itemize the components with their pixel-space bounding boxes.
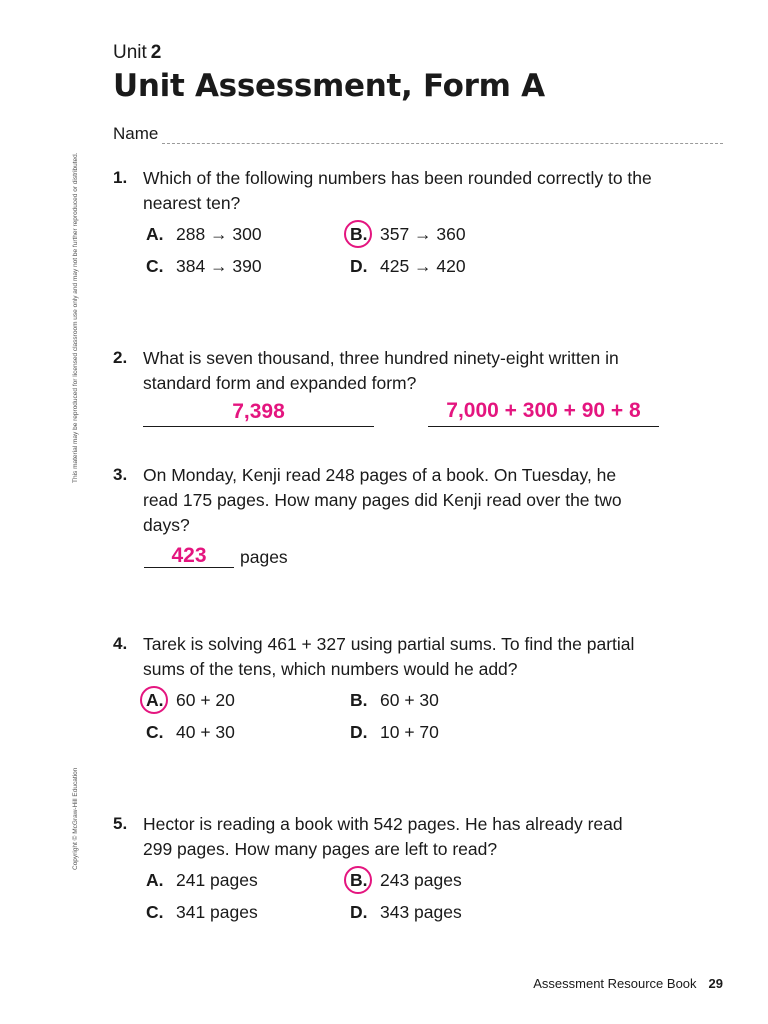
name-label: Name bbox=[113, 124, 159, 143]
q1-option-d[interactable] bbox=[350, 256, 466, 277]
option-letter: D. bbox=[350, 902, 368, 922]
q1-option-b[interactable] bbox=[350, 224, 466, 245]
copyright-note: Copyright © McGraw-Hill Education bbox=[72, 767, 79, 870]
option-letter: A. bbox=[146, 870, 164, 890]
question-4-number: 4. bbox=[113, 634, 128, 653]
option-text: 243 pages bbox=[380, 870, 462, 890]
option-letter: A. bbox=[146, 224, 164, 244]
q4-option-d[interactable] bbox=[350, 722, 439, 743]
question-5-number: 5. bbox=[113, 814, 128, 833]
name-line[interactable] bbox=[162, 125, 723, 144]
option-letter: D. bbox=[350, 722, 368, 742]
q4-option-a[interactable] bbox=[146, 690, 235, 711]
standard-form-answer[interactable]: 7,398 bbox=[143, 400, 374, 427]
option-text: 343 pages bbox=[380, 902, 462, 922]
option-text: 341 pages bbox=[176, 902, 258, 922]
question-3-text: On Monday, Kenji read 248 pages of a book. On Tuesday, he read 175 pages. How many pages did Kenji read over the two days? bbox=[143, 465, 622, 535]
q4-option-c[interactable] bbox=[146, 722, 235, 743]
q5-option-d[interactable] bbox=[350, 902, 462, 923]
page-number: 29 bbox=[708, 976, 723, 991]
q1-option-c[interactable] bbox=[146, 256, 262, 277]
option-text: 60 + 20 bbox=[176, 690, 235, 710]
option-text: 425 → 420 bbox=[380, 256, 466, 276]
question-4-text: Tarek is solving 461 + 327 using partial sums. To find the partial sums of the tens, which numbers would he add? bbox=[143, 634, 635, 679]
option-letter-circled: A. bbox=[146, 690, 176, 711]
option-letter: D. bbox=[350, 256, 368, 276]
q5-option-b[interactable] bbox=[350, 870, 462, 891]
expanded-form-answer[interactable]: 7,000 + 300 + 90 + 8 bbox=[428, 399, 659, 427]
question-1-number: 1. bbox=[113, 168, 128, 187]
page-title: Unit Assessment, Form A bbox=[113, 68, 545, 104]
license-note: This material may be reproduced for licensed classroom use only and may not be further reproduced or distributed. bbox=[72, 152, 79, 483]
name-field[interactable] bbox=[113, 124, 723, 144]
unit-word: Unit bbox=[113, 42, 147, 63]
option-letter: C. bbox=[146, 722, 164, 742]
unit-label bbox=[113, 42, 161, 64]
question-2-number: 2. bbox=[113, 348, 128, 367]
page-footer bbox=[533, 976, 723, 991]
option-text: 288 → 300 bbox=[176, 224, 262, 244]
option-text: 384 → 390 bbox=[176, 256, 262, 276]
option-letter: B. bbox=[350, 690, 368, 710]
question-3-number: 3. bbox=[113, 465, 128, 484]
q5-option-c[interactable] bbox=[146, 902, 258, 923]
q1-option-a[interactable] bbox=[146, 224, 262, 245]
option-letter-circled: B. bbox=[350, 224, 380, 245]
question-5-text: Hector is reading a book with 542 pages. He has already read 299 pages. How many pages are left to read? bbox=[143, 814, 623, 859]
option-text: 60 + 30 bbox=[380, 690, 439, 710]
option-text: 357 → 360 bbox=[380, 224, 466, 244]
book-title: Assessment Resource Book bbox=[533, 976, 697, 991]
option-text: 241 pages bbox=[176, 870, 258, 890]
pages-answer[interactable]: 423 bbox=[144, 544, 234, 568]
option-letter-circled: B. bbox=[350, 870, 380, 891]
option-text: 10 + 70 bbox=[380, 722, 439, 742]
option-text: 40 + 30 bbox=[176, 722, 235, 742]
question-2-text: What is seven thousand, three hundred ninety-eight written in standard form and expanded form? bbox=[143, 348, 619, 393]
option-letter: C. bbox=[146, 256, 164, 276]
question-1-text: Which of the following numbers has been rounded correctly to the nearest ten? bbox=[143, 168, 652, 213]
q4-option-b[interactable] bbox=[350, 690, 439, 711]
unit-number: 2 bbox=[150, 42, 162, 63]
pages-unit: pages bbox=[240, 547, 288, 567]
q5-option-a[interactable] bbox=[146, 870, 258, 891]
option-letter: C. bbox=[146, 902, 164, 922]
